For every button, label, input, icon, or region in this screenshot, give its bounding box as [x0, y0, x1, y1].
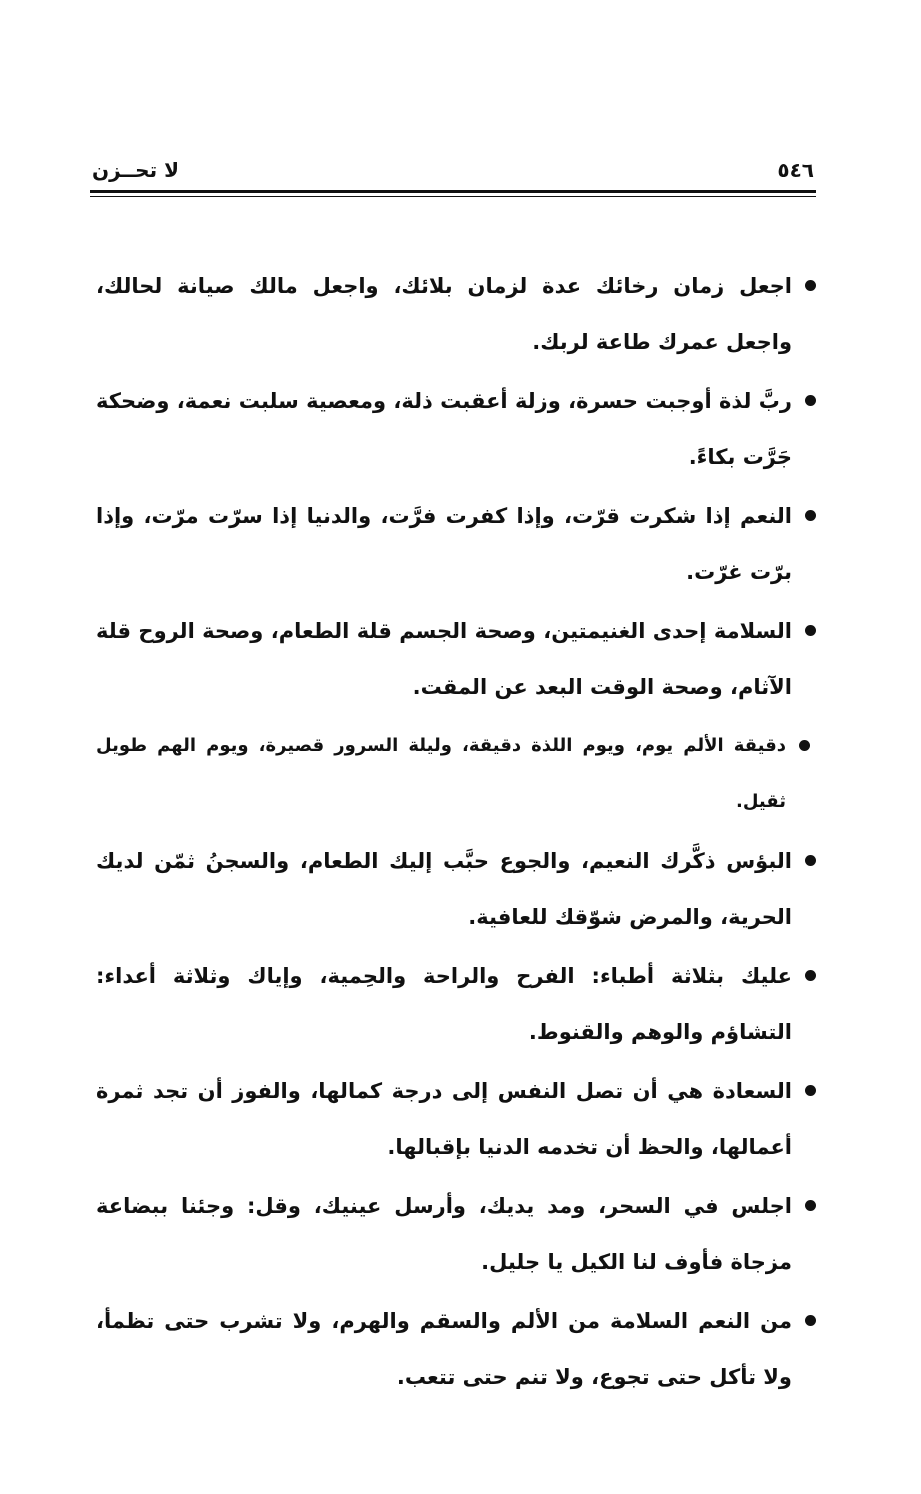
item-text: السلامة إحدى الغنيمتين، وصحة الجسم قلة الطعام، وصحة الروح قلة الآثام، وصحة الوقت البعد عن المقت.	[96, 619, 792, 699]
list-item	[96, 603, 816, 715]
item-text: البؤس ذكَّرك النعيم، والجوع حبَّب إليك الطعام، والسجنُ ثمّن لديك الحرية، والمرض شوّقك للعافية.	[96, 849, 792, 929]
list-item	[96, 1178, 816, 1290]
item-text: دقيقة الألم يوم، ويوم اللذة دقيقة، وليلة السرور قصيرة، ويوم الهم طويل ثقيل.	[96, 735, 786, 812]
item-text: اجلس في السحر، ومد يديك، وأرسل عينيك، وقل: وجئنا ببضاعة مزجاة فأوف لنا الكيل يا جليل.	[96, 1194, 792, 1274]
bullet-icon	[799, 740, 810, 751]
bullet-icon	[805, 280, 816, 291]
item-text: ربَّ لذة أوجبت حسرة، وزلة أعقبت ذلة، ومعصية سلبت نعمة، وضحكة جَرَّت بكاءً.	[96, 389, 792, 469]
bullet-icon	[805, 510, 816, 521]
body-content	[96, 258, 816, 1408]
item-text: من النعم السلامة من الألم والسقم والهرم، ولا تشرب حتى تظمأ، ولا تأكل حتى تجوع، ولا تنم حتى تتعب.	[96, 1309, 792, 1389]
item-text: اجعل زمان رخائك عدة لزمان بلائك، واجعل مالك صيانة لحالك، واجعل عمرك طاعة لربك.	[96, 274, 792, 354]
page-header	[92, 158, 814, 192]
list-item	[96, 948, 816, 1060]
list-item	[96, 1063, 816, 1175]
list-item	[96, 718, 816, 830]
list-item	[96, 488, 816, 600]
running-title: لا تحــزن	[92, 158, 179, 182]
page-number: ٥٤٦	[777, 158, 814, 182]
header-rule-thin	[90, 196, 816, 197]
item-text: النعم إذا شكرت قرّت، وإذا كفرت فرَّت، والدنيا إذا سرّت مرّت، وإذا برّت غرّت.	[96, 504, 792, 584]
item-text: عليك بثلاثة أطباء: الفرح والراحة والحِمية، وإياك وثلاثة أعداء: التشاؤم والوهم والقنوط.	[96, 964, 792, 1044]
list-item	[96, 833, 816, 945]
bullet-icon	[805, 625, 816, 636]
list-item	[96, 258, 816, 370]
item-text: السعادة هي أن تصل النفس إلى درجة كمالها، والفوز أن تجد ثمرة أعمالها، والحظ أن تخدمه الدنيا بإقبالها.	[96, 1079, 792, 1159]
bullet-icon	[805, 1315, 816, 1326]
bullet-icon	[805, 395, 816, 406]
bullet-icon	[805, 855, 816, 866]
bullet-icon	[805, 1200, 816, 1211]
bullet-icon	[805, 1085, 816, 1096]
list-item	[96, 373, 816, 485]
bullet-icon	[805, 970, 816, 981]
list-item	[96, 1293, 816, 1405]
header-rule-thick	[90, 190, 816, 193]
